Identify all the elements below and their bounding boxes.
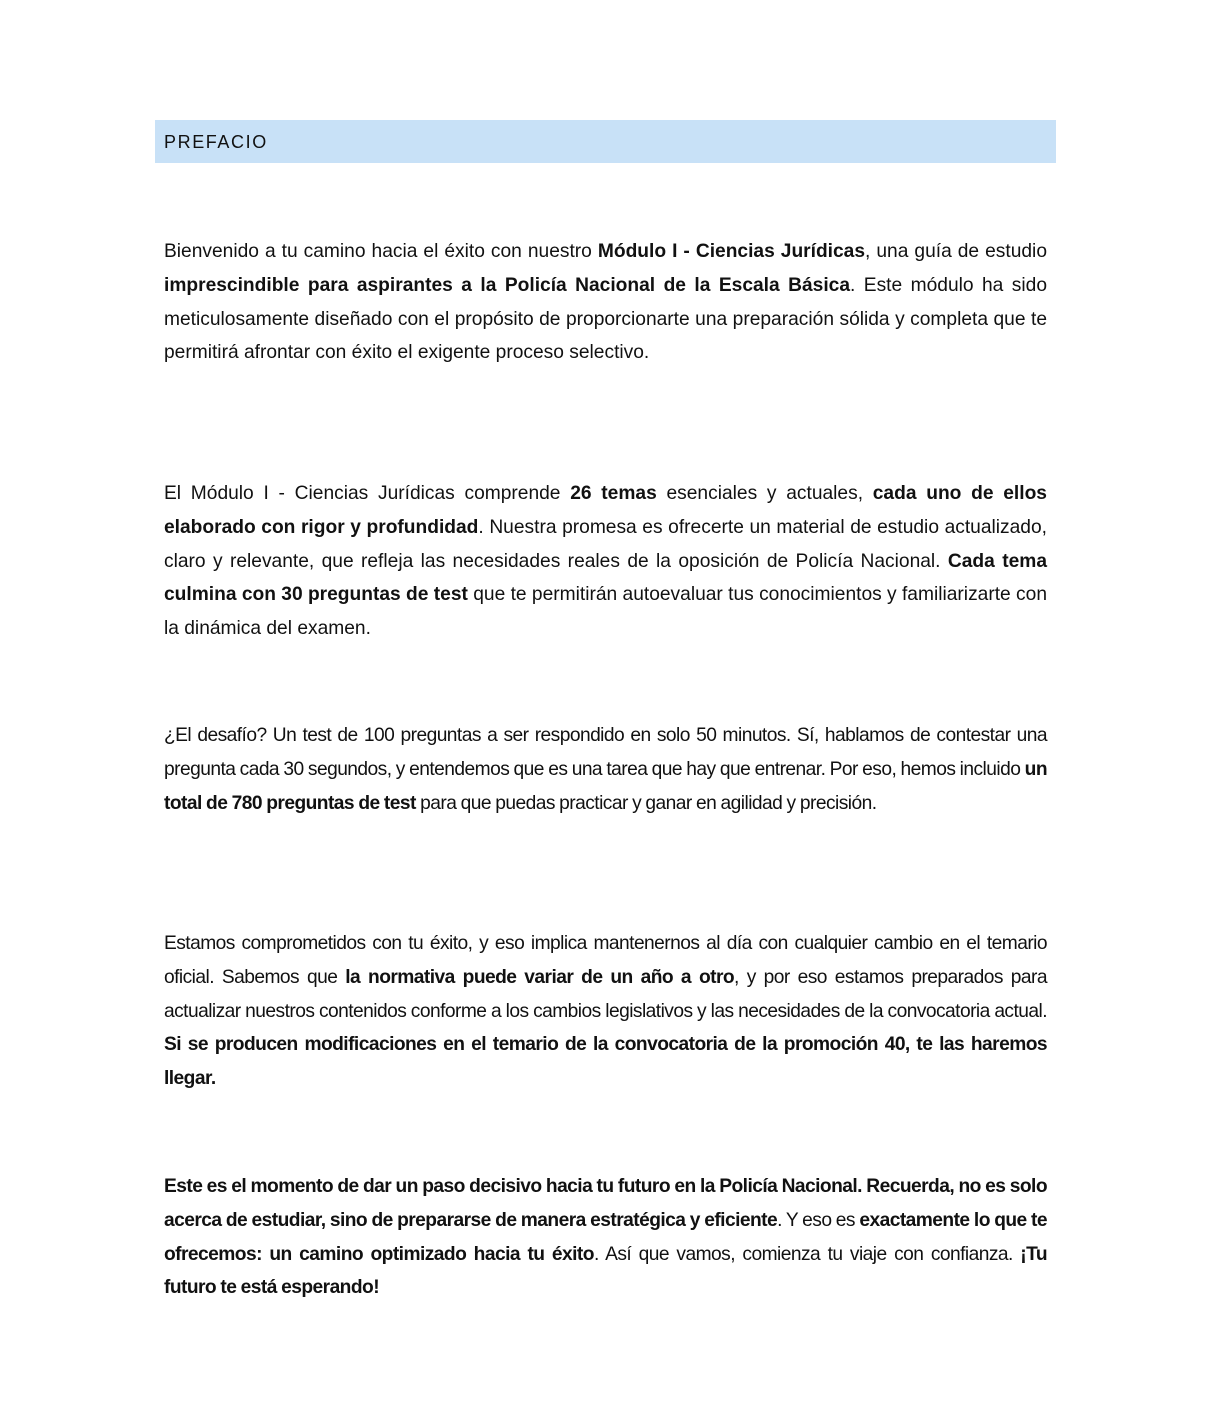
bold-text-run: ¡Tu futuro te está esperando! xyxy=(164,1243,1047,1299)
bold-text-run: Si se producen modificaciones en el temario de la convocatoria de la promoción 40, te las haremos llegar. xyxy=(164,1034,1047,1090)
text-run: Bienvenido a tu camino hacia el éxito con nuestro xyxy=(164,241,598,262)
bold-text-run: imprescindible para aspirantes a la Policía Nacional de la Escala Básica xyxy=(164,274,850,296)
text-run: . Este módulo ha sido meticulosamente diseñado con el propósito de proporcionarte una preparación sólida y completa que te permitirá afrontar con éxito el exigente proceso selectivo. xyxy=(164,274,1047,364)
text-run: para que puedas practicar y ganar en agilidad y precisión. xyxy=(415,792,877,814)
bold-text-run: Este es el momento de dar un paso decisivo hacia tu futuro en la Policía Nacional. Recuerda, no es solo acerca de estudiar, sino de prepararse de manera estratégica y eficiente xyxy=(164,1176,1047,1231)
text-run: . Y eso es xyxy=(777,1209,860,1231)
paragraph-updates-commitment xyxy=(164,927,1047,1096)
text-run: El Módulo I - Ciencias Jurídicas comprende xyxy=(164,483,571,504)
text-run: esenciales y actuales, xyxy=(656,483,873,504)
section-heading-band xyxy=(155,120,1056,163)
paragraph-module-contents xyxy=(164,477,1047,646)
bold-text-run: Cada tema culmina con 30 preguntas de test xyxy=(164,550,1048,606)
text-run: . Así que vamos, comienza tu viaje con confianza. xyxy=(593,1243,1021,1265)
bold-text-run: un total de 780 preguntas de test xyxy=(164,758,1047,814)
paragraph-challenge xyxy=(164,719,1047,820)
text-run: que te permitirán autoevaluar tus conocimientos y familiarizarte con la dinámica del examen. xyxy=(164,584,1047,640)
paragraph-introduction xyxy=(164,235,1047,370)
bold-text-run: la normativa puede variar de un año a otro xyxy=(345,966,735,988)
text-run: , y por eso estamos preparados para actualizar nuestros contenidos conforme a los cambios legislativos y las necesidades de la convocatoria actual. xyxy=(164,966,1048,1022)
text-run: ¿El desafío? Un test de 100 preguntas a ser respondido en solo 50 minutos. Sí, hablamos de contestar una pregunta cada 30 segundos, y entendemos que es una tarea que hay que entrenar. Por eso, hemos incluido xyxy=(164,725,1047,780)
bold-text-run: Módulo I - Ciencias Jurídicas xyxy=(597,241,866,262)
bold-text-run: exactamente lo que te ofrecemos: un camino optimizado hacia tu éxito xyxy=(164,1209,1047,1265)
bold-text-run: 26 temas xyxy=(570,483,657,504)
text-run: Estamos comprometidos con tu éxito, y eso implica mantenernos al día con cualquier cambio en el temario oficial. Sabemos que xyxy=(164,933,1047,988)
paragraph-closing-motivation xyxy=(164,1170,1047,1305)
text-run: . Nuestra promesa es ofrecerte un material de estudio actualizado, claro y relevante, que refleja las necesidades reales de la oposición de Policía Nacional. xyxy=(164,516,1047,572)
bold-text-run: cada uno de ellos elaborado con rigor y profundidad xyxy=(164,483,1047,538)
section-heading-title: PREFACIO xyxy=(164,132,268,152)
text-run: , una guía de estudio xyxy=(865,241,1047,262)
